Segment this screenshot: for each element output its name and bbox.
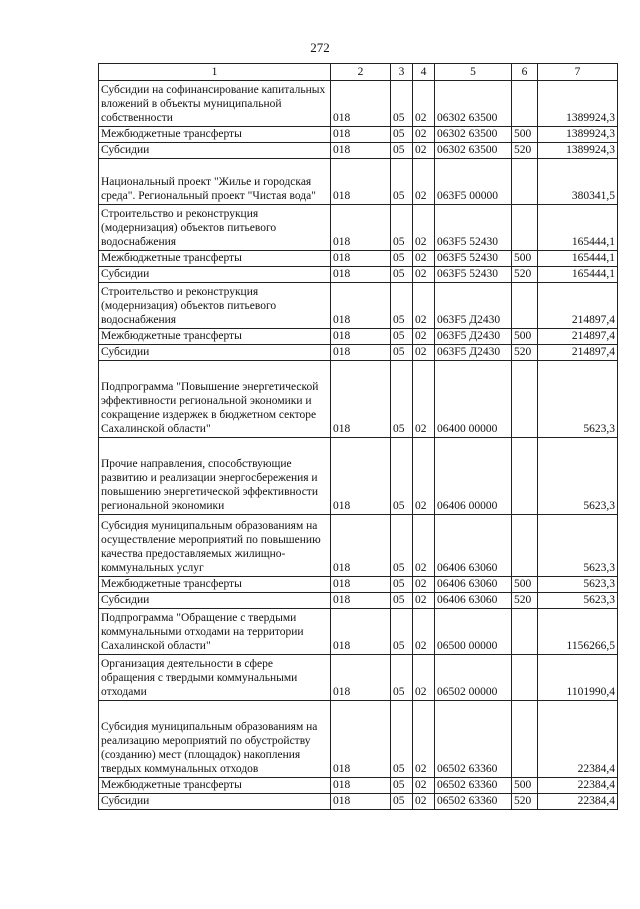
row-name: Субсидии: [99, 267, 331, 283]
section-code: 05: [391, 609, 413, 655]
row-name: Национальный проект "Жилье и городская среда". Региональный проект "Чистая вода": [99, 159, 331, 205]
ministry-code: 018: [331, 159, 391, 205]
row-name: Субсидии: [99, 143, 331, 159]
subsection-code: 02: [413, 778, 435, 794]
table-row: [99, 127, 618, 143]
subsection-code: 02: [413, 81, 435, 127]
row-name: Субсидии: [99, 345, 331, 361]
row-name: Субсидии: [99, 593, 331, 609]
section-code: 05: [391, 329, 413, 345]
expense-type-code: [512, 515, 538, 577]
amount: 214897,4: [538, 329, 618, 345]
row-name: Субсидии: [99, 794, 331, 810]
expense-type-code: [512, 283, 538, 329]
ministry-code: 018: [331, 127, 391, 143]
ministry-code: 018: [331, 778, 391, 794]
table-row: [99, 778, 618, 794]
row-name: Субсидии на софинансирование капитальных вложений в объекты муниципальной собственности: [99, 81, 331, 127]
expense-type-code: 520: [512, 593, 538, 609]
subsection-code: 02: [413, 283, 435, 329]
ministry-code: 018: [331, 267, 391, 283]
target-code: 06302 63500: [435, 143, 512, 159]
expense-type-code: 520: [512, 143, 538, 159]
ministry-code: 018: [331, 361, 391, 438]
table-row: [99, 205, 618, 251]
amount: 22384,4: [538, 794, 618, 810]
subsection-code: 02: [413, 143, 435, 159]
amount: 1389924,3: [538, 81, 618, 127]
expense-type-code: 520: [512, 345, 538, 361]
amount: 5623,3: [538, 577, 618, 593]
target-code: 063F5 00000: [435, 159, 512, 205]
target-code: 063F5 Д2430: [435, 345, 512, 361]
ministry-code: 018: [331, 701, 391, 778]
target-code: 06406 63060: [435, 515, 512, 577]
section-code: 05: [391, 778, 413, 794]
column-header: 3: [391, 64, 413, 81]
table-row: [99, 283, 618, 329]
ministry-code: 018: [331, 345, 391, 361]
table-row: [99, 267, 618, 283]
column-header: 1: [99, 64, 331, 81]
target-code: 063F5 52430: [435, 205, 512, 251]
table-row: [99, 159, 618, 205]
ministry-code: 018: [331, 593, 391, 609]
row-name: Субсидия муниципальным образованиям на осуществление мероприятий по повышению качества предоставляемых жилищно-коммунальных услуг: [99, 515, 331, 577]
amount: 214897,4: [538, 283, 618, 329]
table-header-row: [99, 64, 618, 81]
target-code: 06302 63500: [435, 127, 512, 143]
target-code: 06502 63360: [435, 794, 512, 810]
expense-type-code: [512, 159, 538, 205]
subsection-code: 02: [413, 438, 435, 515]
budget-table: [98, 63, 618, 810]
expense-type-code: 520: [512, 794, 538, 810]
ministry-code: 018: [331, 205, 391, 251]
table-row: [99, 655, 618, 701]
target-code: 06302 63500: [435, 81, 512, 127]
section-code: 05: [391, 159, 413, 205]
subsection-code: 02: [413, 794, 435, 810]
page-number: 272: [310, 40, 330, 55]
subsection-code: 02: [413, 205, 435, 251]
section-code: 05: [391, 127, 413, 143]
subsection-code: 02: [413, 329, 435, 345]
table-row: [99, 701, 618, 778]
target-code: 06500 00000: [435, 609, 512, 655]
target-code: 06400 00000: [435, 361, 512, 438]
amount: 1389924,3: [538, 143, 618, 159]
section-code: 05: [391, 593, 413, 609]
section-code: 05: [391, 438, 413, 515]
ministry-code: 018: [331, 438, 391, 515]
amount: 165444,1: [538, 205, 618, 251]
section-code: 05: [391, 701, 413, 778]
amount: 5623,3: [538, 515, 618, 577]
expense-type-code: 520: [512, 267, 538, 283]
section-code: 05: [391, 143, 413, 159]
section-code: 05: [391, 267, 413, 283]
expense-type-code: 500: [512, 329, 538, 345]
target-code: 063F5 52430: [435, 267, 512, 283]
section-code: 05: [391, 577, 413, 593]
subsection-code: 02: [413, 251, 435, 267]
table-row: [99, 438, 618, 515]
amount: 1101990,4: [538, 655, 618, 701]
row-name: Строительство и реконструкция (модернизация) объектов питьевого водоснабжения: [99, 205, 331, 251]
section-code: 05: [391, 205, 413, 251]
section-code: 05: [391, 655, 413, 701]
amount: 5623,3: [538, 593, 618, 609]
row-name: Субсидия муниципальным образованиям на реализацию мероприятий по обустройству (созданию) мест (площадок) накопления твердых коммунальных отходов: [99, 701, 331, 778]
expense-type-code: 500: [512, 251, 538, 267]
table-row: [99, 577, 618, 593]
target-code: 06502 63360: [435, 701, 512, 778]
section-code: 05: [391, 81, 413, 127]
subsection-code: 02: [413, 593, 435, 609]
ministry-code: 018: [331, 794, 391, 810]
ministry-code: 018: [331, 251, 391, 267]
expense-type-code: [512, 655, 538, 701]
target-code: 063F5 Д2430: [435, 283, 512, 329]
table-row: [99, 609, 618, 655]
row-name: Подпрограмма "Обращение с твердыми коммунальными отходами на территории Сахалинской области": [99, 609, 331, 655]
column-header: 4: [413, 64, 435, 81]
target-code: 063F5 52430: [435, 251, 512, 267]
amount: 165444,1: [538, 251, 618, 267]
subsection-code: 02: [413, 515, 435, 577]
amount: 5623,3: [538, 438, 618, 515]
section-code: 05: [391, 361, 413, 438]
table-row: [99, 515, 618, 577]
target-code: 063F5 Д2430: [435, 329, 512, 345]
amount: 1389924,3: [538, 127, 618, 143]
ministry-code: 018: [331, 515, 391, 577]
amount: 22384,4: [538, 701, 618, 778]
section-code: 05: [391, 515, 413, 577]
column-header: 5: [435, 64, 512, 81]
row-name: Межбюджетные трансферты: [99, 329, 331, 345]
target-code: 06406 63060: [435, 593, 512, 609]
row-name: Подпрограмма "Повышение энергетической эффективности региональной экономики и сокращение издержек в бюджетном секторе Сахалинской области": [99, 361, 331, 438]
amount: 5623,3: [538, 361, 618, 438]
table-row: [99, 143, 618, 159]
table-row: [99, 251, 618, 267]
column-header: 6: [512, 64, 538, 81]
target-code: 06502 63360: [435, 778, 512, 794]
ministry-code: 018: [331, 143, 391, 159]
row-name: Межбюджетные трансферты: [99, 127, 331, 143]
table-row: [99, 593, 618, 609]
subsection-code: 02: [413, 127, 435, 143]
row-name: Строительство и реконструкция (модернизация) объектов питьевого водоснабжения: [99, 283, 331, 329]
amount: 1156266,5: [538, 609, 618, 655]
ministry-code: 018: [331, 283, 391, 329]
section-code: 05: [391, 345, 413, 361]
row-name: Межбюджетные трансферты: [99, 577, 331, 593]
amount: 380341,5: [538, 159, 618, 205]
ministry-code: 018: [331, 655, 391, 701]
expense-type-code: [512, 205, 538, 251]
subsection-code: 02: [413, 577, 435, 593]
section-code: 05: [391, 794, 413, 810]
table-row: [99, 329, 618, 345]
target-code: 06406 63060: [435, 577, 512, 593]
expense-type-code: 500: [512, 577, 538, 593]
expense-type-code: 500: [512, 778, 538, 794]
row-name: Межбюджетные трансферты: [99, 251, 331, 267]
amount: 165444,1: [538, 267, 618, 283]
ministry-code: 018: [331, 609, 391, 655]
subsection-code: 02: [413, 159, 435, 205]
row-name: Межбюджетные трансферты: [99, 778, 331, 794]
expense-type-code: [512, 701, 538, 778]
section-code: 05: [391, 283, 413, 329]
expense-type-code: [512, 81, 538, 127]
subsection-code: 02: [413, 701, 435, 778]
column-header: 2: [331, 64, 391, 81]
expense-type-code: 500: [512, 127, 538, 143]
ministry-code: 018: [331, 577, 391, 593]
expense-type-code: [512, 361, 538, 438]
column-header: 7: [538, 64, 618, 81]
target-code: 06502 00000: [435, 655, 512, 701]
subsection-code: 02: [413, 267, 435, 283]
row-name: Организация деятельности в сфере обращения с твердыми коммунальными отходами: [99, 655, 331, 701]
section-code: 05: [391, 251, 413, 267]
subsection-code: 02: [413, 345, 435, 361]
table-row: [99, 794, 618, 810]
ministry-code: 018: [331, 81, 391, 127]
amount: 22384,4: [538, 778, 618, 794]
subsection-code: 02: [413, 361, 435, 438]
target-code: 06406 00000: [435, 438, 512, 515]
table-row: [99, 361, 618, 438]
subsection-code: 02: [413, 655, 435, 701]
table-row: [99, 345, 618, 361]
expense-type-code: [512, 609, 538, 655]
amount: 214897,4: [538, 345, 618, 361]
row-name: Прочие направления, способствующие развитию и реализации энергосбережения и повышению энергетической эффективности региональной экономики: [99, 438, 331, 515]
table-row: [99, 81, 618, 127]
subsection-code: 02: [413, 609, 435, 655]
expense-type-code: [512, 438, 538, 515]
ministry-code: 018: [331, 329, 391, 345]
